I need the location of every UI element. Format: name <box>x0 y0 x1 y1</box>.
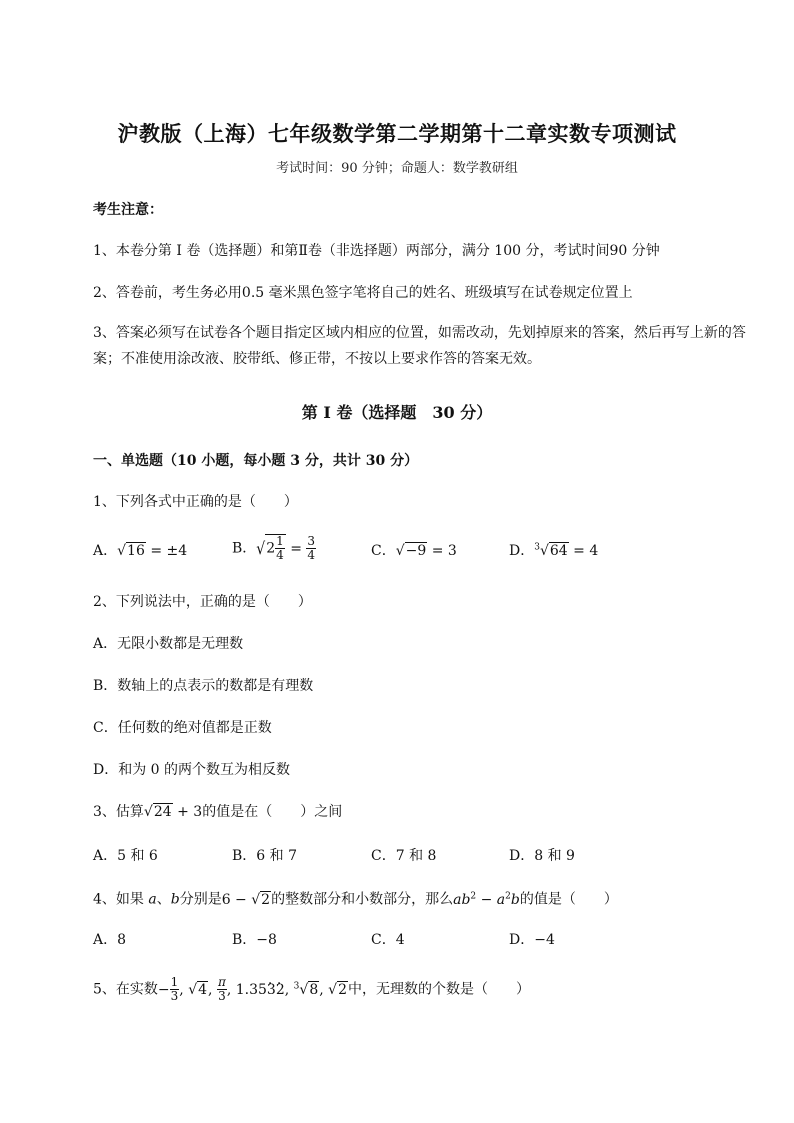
question-4-option-a: A．8 <box>93 932 127 948</box>
math-expression: 6 − √2 <box>221 891 271 908</box>
question-4-option-b: B．−8 <box>232 932 277 948</box>
question-1-option-a: A．√16 = ±4 <box>93 543 188 559</box>
question-4-option-d: D．−4 <box>509 932 555 948</box>
question-3-option-a: A．5 和 6 <box>93 848 158 864</box>
notice-item-2: 2、答卷前，考生务必用0.5 毫米黑色签字笔将自己的姓名、班级填写在试卷规定位置上 <box>93 285 633 301</box>
math-expression: √16 = ±4 <box>117 543 188 559</box>
notice-item-3: 3、答案必须写在试卷各个题目指定区域内相应的位置，如需改动，先划掉原来的答案，然后再写上新的答案；不准使用涂改液、胶带纸、修正带，不按以上要求作答的答案无效。 <box>93 325 746 367</box>
math-expression: √24 + 3 <box>143 804 203 820</box>
question-1-stem: 1、下列各式中正确的是（ ） <box>93 494 298 510</box>
question-4-option-c: C．4 <box>371 932 405 948</box>
question-1-option-c: C．√−9 = 3 <box>371 543 457 559</box>
math-expression: $^3$√64 = 4 <box>534 542 599 559</box>
math-expression: √−9 = 3 <box>395 543 457 559</box>
question-3-option-c: C．7 和 8 <box>371 848 437 864</box>
notice-heading: 考生注意： <box>93 202 163 218</box>
math-expression: − $\frac{1}{3}$ , √4, $\frac{\pi}{3}$ , 1.35· 3· 2, $^3$√8, √2 <box>158 982 348 998</box>
question-1-option-d: D．$^3$√64 = 4 <box>509 542 599 559</box>
math-expression: √2 $\frac{1}{4}$ = $\frac{3}{4}$ <box>256 534 316 562</box>
question-5-stem: 5、在实数− $\frac{1}{3}$ , √4, $\frac{\pi}{3}$ , 1.35· 3· 2, $^3$√8, √2中，无理数的个数是（ ） <box>93 972 530 1004</box>
exam-info: 考试时间：90 分钟；命题人：数学教研组 <box>276 161 518 176</box>
page-title: 沪教版（上海）七年级数学第二学期第十二章实数专项测试 <box>117 121 677 146</box>
notice-item-1: 1、本卷分第 I 卷（选择题）和第Ⅱ卷（非选择题）两部分，满分 100 分，考试时间90 分钟 <box>93 243 660 259</box>
section-title: 第 I 卷（选择题 30 分） <box>301 403 493 422</box>
math-expression: a <box>148 891 157 908</box>
question-2-option-b: B．数轴上的点表示的数都是有理数 <box>93 678 314 694</box>
part-heading: 一、单选题（10 小题，每小题 3 分，共计 30 分） <box>93 453 419 469</box>
question-2-option-a: A．无限小数都是无理数 <box>93 636 244 652</box>
question-3-stem: 3、估算√24 + 3的值是在（ ）之间 <box>93 804 343 820</box>
question-3-option-b: B．6 和 7 <box>232 848 298 864</box>
question-2-option-d: D．和为 0 的两个数互为相反数 <box>93 762 291 778</box>
question-2-stem: 2、下列说法中，正确的是（ ） <box>93 594 312 610</box>
question-2-option-c: C．任何数的绝对值都是正数 <box>93 720 272 736</box>
math-expression: b <box>170 891 180 908</box>
question-1-option-b: B．√2 $\frac{1}{4}$ = $\frac{3}{4}$ <box>232 534 316 562</box>
question-4-stem: 4、如果 a、b分别是6 − √2的整数部分和小数部分，那么$ab^2 - a^2b$的值是（ ） <box>93 891 618 908</box>
math-expression: $ab^2 - a^2b$ <box>453 891 520 908</box>
question-3-option-d: D．8 和 9 <box>509 848 575 864</box>
